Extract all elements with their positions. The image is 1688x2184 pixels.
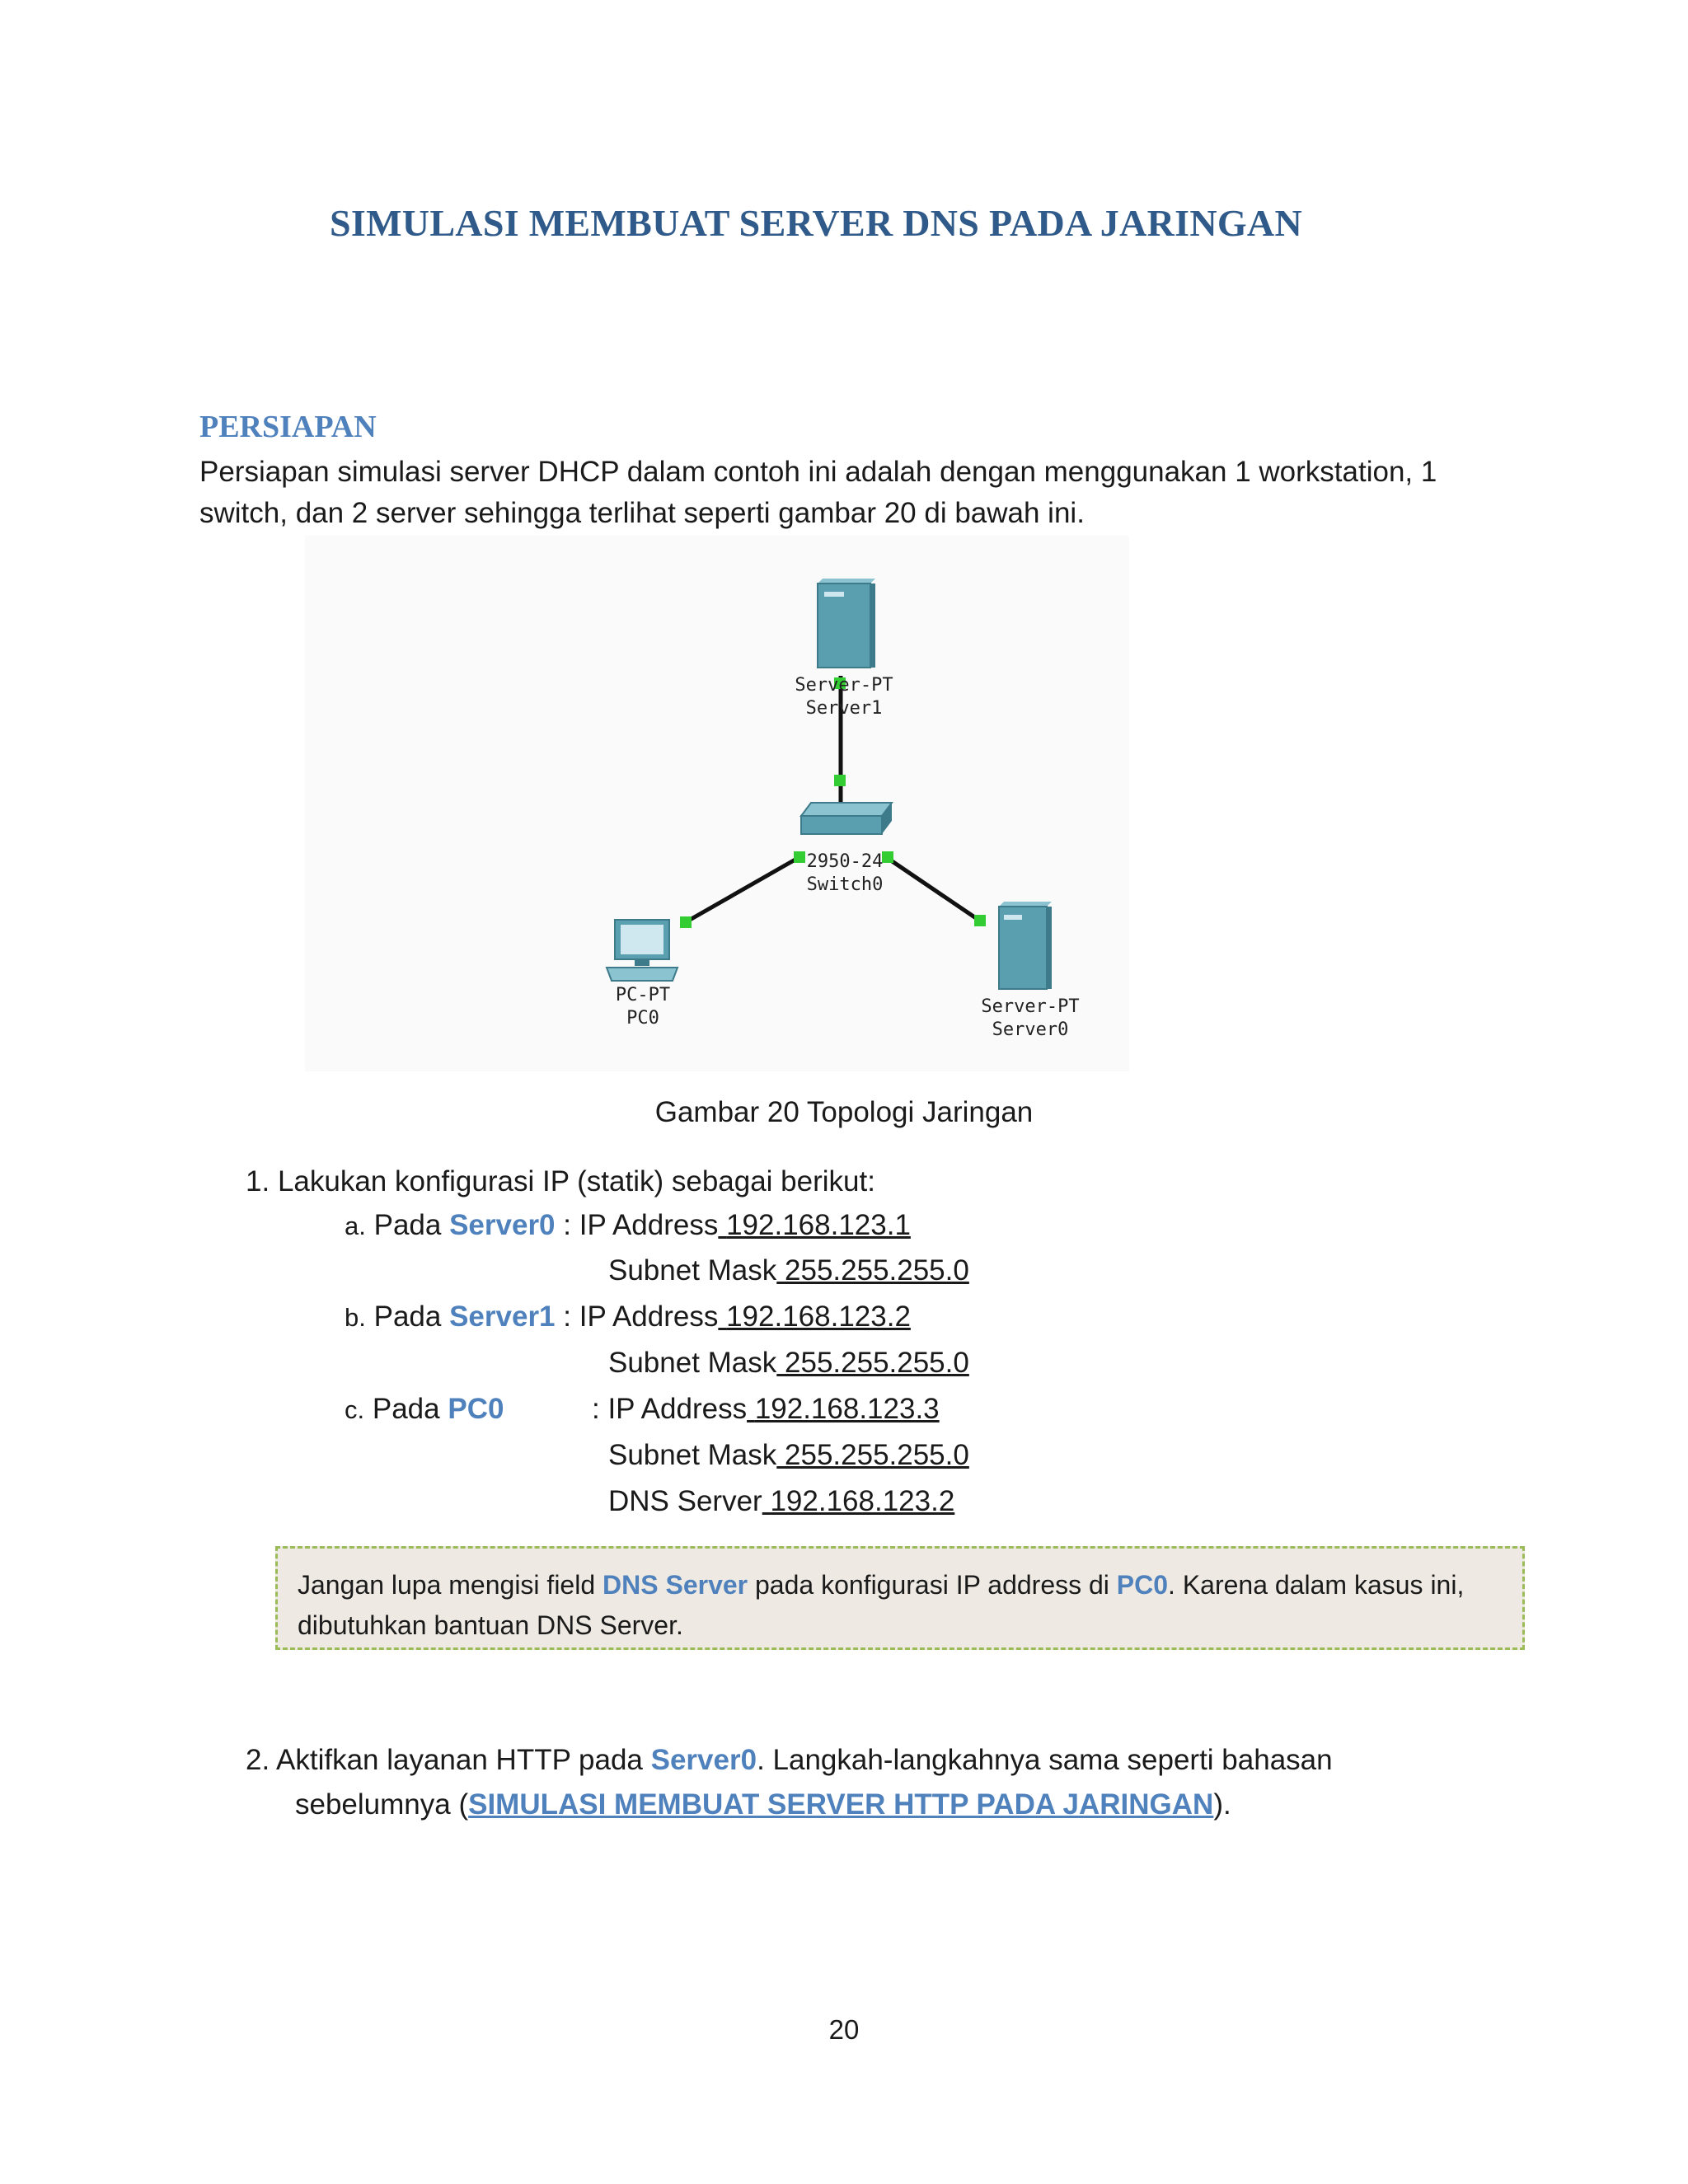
switch0-icon xyxy=(801,803,892,834)
pada-label: Pada xyxy=(373,1301,442,1333)
step2-number: 2. xyxy=(246,1744,270,1776)
device-server1: Server1 xyxy=(449,1301,556,1333)
config-pc0 xyxy=(345,1393,504,1426)
ip-pc0 xyxy=(592,1393,940,1426)
step1-text: Lakukan konfigurasi IP (statik) sebagai berikut: xyxy=(277,1165,875,1197)
server0-name-label: Server0 xyxy=(992,1019,1069,1040)
pada-label: Pada xyxy=(373,1209,442,1241)
server1-model-label: Server-PT xyxy=(795,675,893,696)
link-light xyxy=(794,851,805,863)
dns-pc0 xyxy=(608,1485,954,1518)
note-highlight-dns-server: DNS Server xyxy=(603,1570,748,1600)
mask-label: Subnet Mask xyxy=(608,1439,777,1471)
step2-device-server0: Server0 xyxy=(650,1744,757,1776)
network-topology-diagram xyxy=(305,536,1129,1071)
step2-line-2: sebelumnya (SIMULASI MEMBUAT SERVER HTTP PADA JARINGAN). xyxy=(295,1788,1231,1821)
mask-label: Subnet Mask xyxy=(608,1347,777,1379)
dns-label: DNS Server xyxy=(608,1485,762,1517)
ip-value: 192.168.123.1 xyxy=(726,1209,911,1241)
server1-icon xyxy=(818,579,875,668)
note-line-2: dibutuhkan bantuan DNS Server. xyxy=(298,1610,683,1640)
item-marker: c. xyxy=(345,1395,365,1424)
ip-value: 192.168.123.2 xyxy=(726,1301,911,1333)
page-number: 20 xyxy=(828,2014,860,2045)
server1-name-label: Server1 xyxy=(805,698,883,719)
config-server0 xyxy=(345,1209,911,1242)
step2-line-1: 2. Aktifkan layanan HTTP pada Server0. Langkah-langkahnya sama seperti bahasan xyxy=(246,1744,1333,1776)
step1-line xyxy=(246,1165,875,1198)
config-server1 xyxy=(345,1301,911,1333)
http-simulation-link[interactable]: SIMULASI MEMBUAT SERVER HTTP PADA JARINGAN xyxy=(468,1788,1214,1821)
mask-server1 xyxy=(608,1347,969,1380)
ip-label: : IP Address xyxy=(592,1393,748,1425)
mask-value: 255.255.255.0 xyxy=(785,1254,969,1286)
link-light xyxy=(834,775,846,786)
device-pc0: PC0 xyxy=(448,1393,504,1425)
note-line-1: Jangan lupa mengisi field DNS Server pada konfigurasi IP address di PC0. Karena dalam kasus ini, xyxy=(298,1570,1465,1600)
step1-number: 1. xyxy=(246,1165,270,1197)
link-light xyxy=(680,916,692,928)
intro-paragraph: Persiapan simulasi server DHCP dalam contoh ini adalah dengan menggunakan 1 workstation, 1 switch, dan 2 server sehingga terlihat seperti gambar 20 di bawah ini. xyxy=(199,456,1437,529)
link-light xyxy=(974,915,986,926)
pc0-model-label: PC-PT xyxy=(615,985,671,1005)
item-marker: a. xyxy=(345,1212,366,1240)
ip-label: : IP Address xyxy=(563,1209,719,1241)
page-title: SIMULASI MEMBUAT SERVER DNS PADA JARINGAN xyxy=(330,202,1302,244)
section-heading: PERSIAPAN xyxy=(199,410,377,444)
mask-server0 xyxy=(608,1254,969,1287)
figure-caption: Gambar 20 Topologi Jaringan xyxy=(654,1096,1034,1128)
mask-value: 255.255.255.0 xyxy=(785,1439,969,1471)
link-light xyxy=(882,851,893,863)
note-highlight-pc0: PC0 xyxy=(1116,1570,1169,1600)
device-server0: Server0 xyxy=(449,1209,556,1241)
note-box xyxy=(275,1546,1525,1650)
switch0-model-label: 2950-24 xyxy=(806,851,884,872)
pada-label: Pada xyxy=(372,1393,440,1425)
mask-label: Subnet Mask xyxy=(608,1254,777,1286)
switch0-name-label: Switch0 xyxy=(806,874,884,895)
pc0-icon xyxy=(607,920,678,981)
mask-pc0 xyxy=(608,1439,969,1472)
server0-model-label: Server-PT xyxy=(981,996,1080,1017)
dns-value: 192.168.123.2 xyxy=(770,1485,955,1517)
item-marker: b. xyxy=(345,1303,366,1332)
mask-value: 255.255.255.0 xyxy=(785,1347,969,1379)
ip-label: : IP Address xyxy=(563,1301,719,1333)
pc0-name-label: PC0 xyxy=(626,1008,659,1029)
server0-icon xyxy=(999,902,1052,989)
ip-value: 192.168.123.3 xyxy=(754,1393,940,1425)
